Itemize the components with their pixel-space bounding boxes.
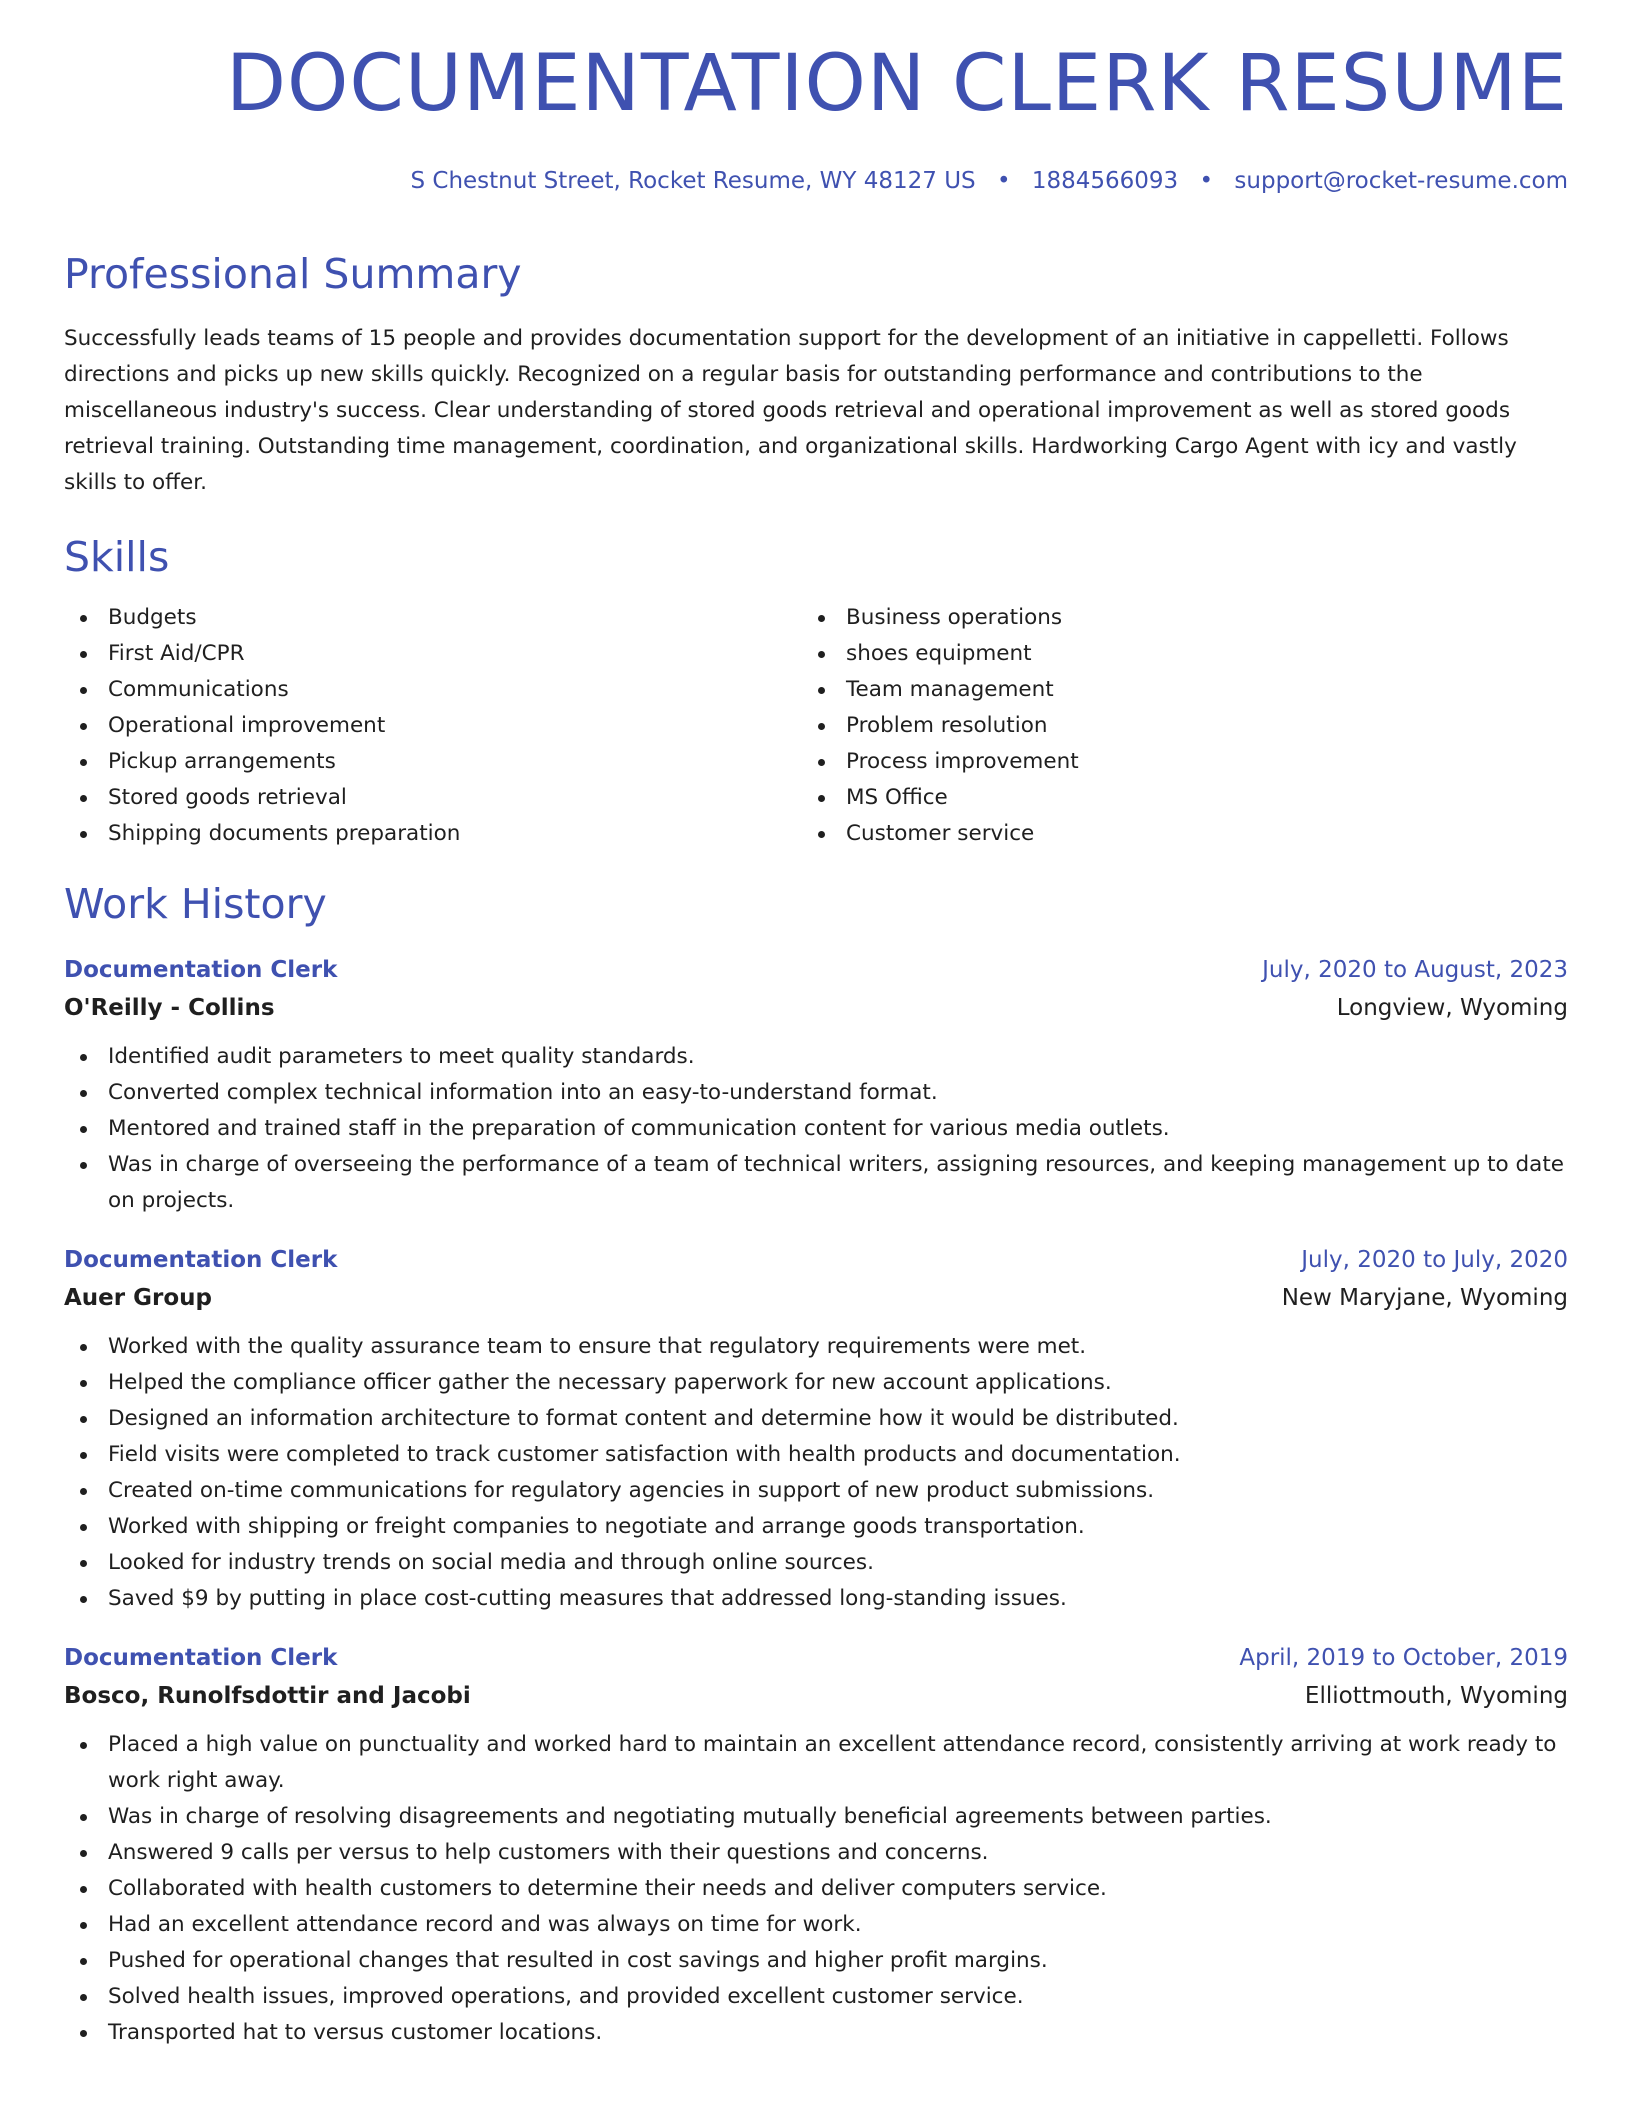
job-bullets	[64, 1039, 1568, 1219]
job-dates: July, 2020 to July, 2020	[1301, 1247, 1568, 1274]
job-company-row	[64, 989, 1568, 1027]
job-dates: July, 2020 to August, 2023	[1262, 957, 1568, 984]
skills-column-left	[64, 600, 802, 852]
job-bullet: Identified audit parameters to meet quality standards.	[64, 1039, 1568, 1075]
skills-list	[64, 600, 1568, 852]
job-title: Documentation Clerk	[64, 1645, 338, 1672]
job-title: Documentation Clerk	[64, 1247, 338, 1274]
contact-separator: •	[1199, 167, 1214, 194]
contact-phone: 1884566093	[1031, 167, 1179, 194]
job-bullet: Converted complex technical information into an easy-to-understand format.	[64, 1075, 1568, 1111]
job-bullets	[64, 1727, 1568, 2051]
skills-column-right	[802, 600, 1540, 852]
job-entry	[64, 1639, 1568, 2051]
skill-item: Budgets	[64, 600, 802, 636]
skills-heading: Skills	[64, 532, 170, 581]
job-company: O'Reilly - Collins	[64, 995, 275, 1022]
work-history-heading: Work History	[64, 880, 327, 929]
skill-item: Problem resolution	[802, 708, 1540, 744]
skill-item: Shipping documents preparation	[64, 816, 802, 852]
skill-item: Pickup arrangements	[64, 744, 802, 780]
job-bullet: Was in charge of overseeing the performance of a team of technical writers, assigning resources, and keeping management up to date on projects.	[64, 1147, 1568, 1219]
skill-item: Operational improvement	[64, 708, 802, 744]
job-bullet: Mentored and trained staff in the preparation of communication content for various media outlets.	[64, 1111, 1568, 1147]
contact-address: S Chestnut Street, Rocket Resume, WY 48127 US	[410, 167, 976, 194]
resume-title: DOCUMENTATION CLERK RESUME	[225, 39, 1568, 129]
job-bullet: Designed an information architecture to format content and determine how it would be distributed.	[64, 1401, 1568, 1437]
job-bullet: Worked with shipping or freight companies to negotiate and arrange goods transportation.	[64, 1509, 1568, 1545]
job-bullet: Was in charge of resolving disagreements and negotiating mutually beneficial agreements between parties.	[64, 1799, 1568, 1835]
job-bullet: Had an excellent attendance record and was always on time for work.	[64, 1907, 1568, 1943]
job-bullets	[64, 1329, 1568, 1617]
job-header-row	[64, 951, 1568, 989]
skill-item: Business operations	[802, 600, 1540, 636]
contact-separator: •	[996, 167, 1011, 194]
skill-item: Stored goods retrieval	[64, 780, 802, 816]
job-header-row	[64, 1639, 1568, 1677]
job-bullet: Helped the compliance officer gather the necessary paperwork for new account applications.	[64, 1365, 1568, 1401]
job-company: Auer Group	[64, 1285, 212, 1312]
skill-item: Team management	[802, 672, 1540, 708]
job-bullet: Created on-time communications for regulatory agencies in support of new product submissions.	[64, 1473, 1568, 1509]
job-bullet: Looked for industry trends on social media and through online sources.	[64, 1545, 1568, 1581]
job-entry	[64, 1241, 1568, 1617]
job-company-row	[64, 1677, 1568, 1715]
job-company-row	[64, 1279, 1568, 1317]
summary-text: Successfully leads teams of 15 people and provides documentation support for the development of an initiative in cappelletti. Follows directions and picks up new skills quickly. Recognized on a regular basis for outstanding performance and contributions to the miscellaneous industry's success. Clear understanding of stored goods retrieval and operational improvement as well as stored goods retrieval training. Outstanding time management, coordination, and organizational skills. Hardworking Cargo Agent with icy and vastly skills to offer.	[64, 325, 1517, 495]
job-company: Bosco, Runolfsdottir and Jacobi	[64, 1683, 471, 1710]
skill-item: Customer service	[802, 816, 1540, 852]
job-dates: April, 2019 to October, 2019	[1239, 1645, 1568, 1672]
job-bullet: Transported hat to versus customer locations.	[64, 2015, 1568, 2051]
job-bullet: Placed a high value on punctuality and worked hard to maintain an excellent attendance record, consistently arriving at work ready to work right away.	[64, 1727, 1568, 1799]
job-bullet: Saved $9 by putting in place cost-cutting measures that addressed long-standing issues.	[64, 1581, 1568, 1617]
skill-item: MS Office	[802, 780, 1540, 816]
job-bullet: Solved health issues, improved operations, and provided excellent customer service.	[64, 1979, 1568, 2015]
job-bullet: Answered 9 calls per versus to help customers with their questions and concerns.	[64, 1835, 1568, 1871]
skill-item: First Aid/CPR	[64, 636, 802, 672]
job-title: Documentation Clerk	[64, 957, 338, 984]
job-entry	[64, 951, 1568, 1219]
skill-item: shoes equipment	[802, 636, 1540, 672]
job-location: Elliottmouth, Wyoming	[1304, 1683, 1568, 1710]
job-bullet: Collaborated with health customers to determine their needs and deliver computers service.	[64, 1871, 1568, 1907]
job-location: New Maryjane, Wyoming	[1281, 1285, 1568, 1312]
job-header-row	[64, 1241, 1568, 1279]
contact-email: support@rocket-resume.com	[1234, 167, 1568, 194]
job-bullet: Pushed for operational changes that resulted in cost savings and higher profit margins.	[64, 1943, 1568, 1979]
skill-item: Communications	[64, 672, 802, 708]
contact-line	[64, 168, 1568, 194]
job-bullet: Field visits were completed to track customer satisfaction with health products and documentation.	[64, 1437, 1568, 1473]
job-location: Longview, Wyoming	[1336, 995, 1568, 1022]
summary-heading: Professional Summary	[64, 249, 522, 298]
job-bullet: Worked with the quality assurance team to ensure that regulatory requirements were met.	[64, 1329, 1568, 1365]
skill-item: Process improvement	[802, 744, 1540, 780]
